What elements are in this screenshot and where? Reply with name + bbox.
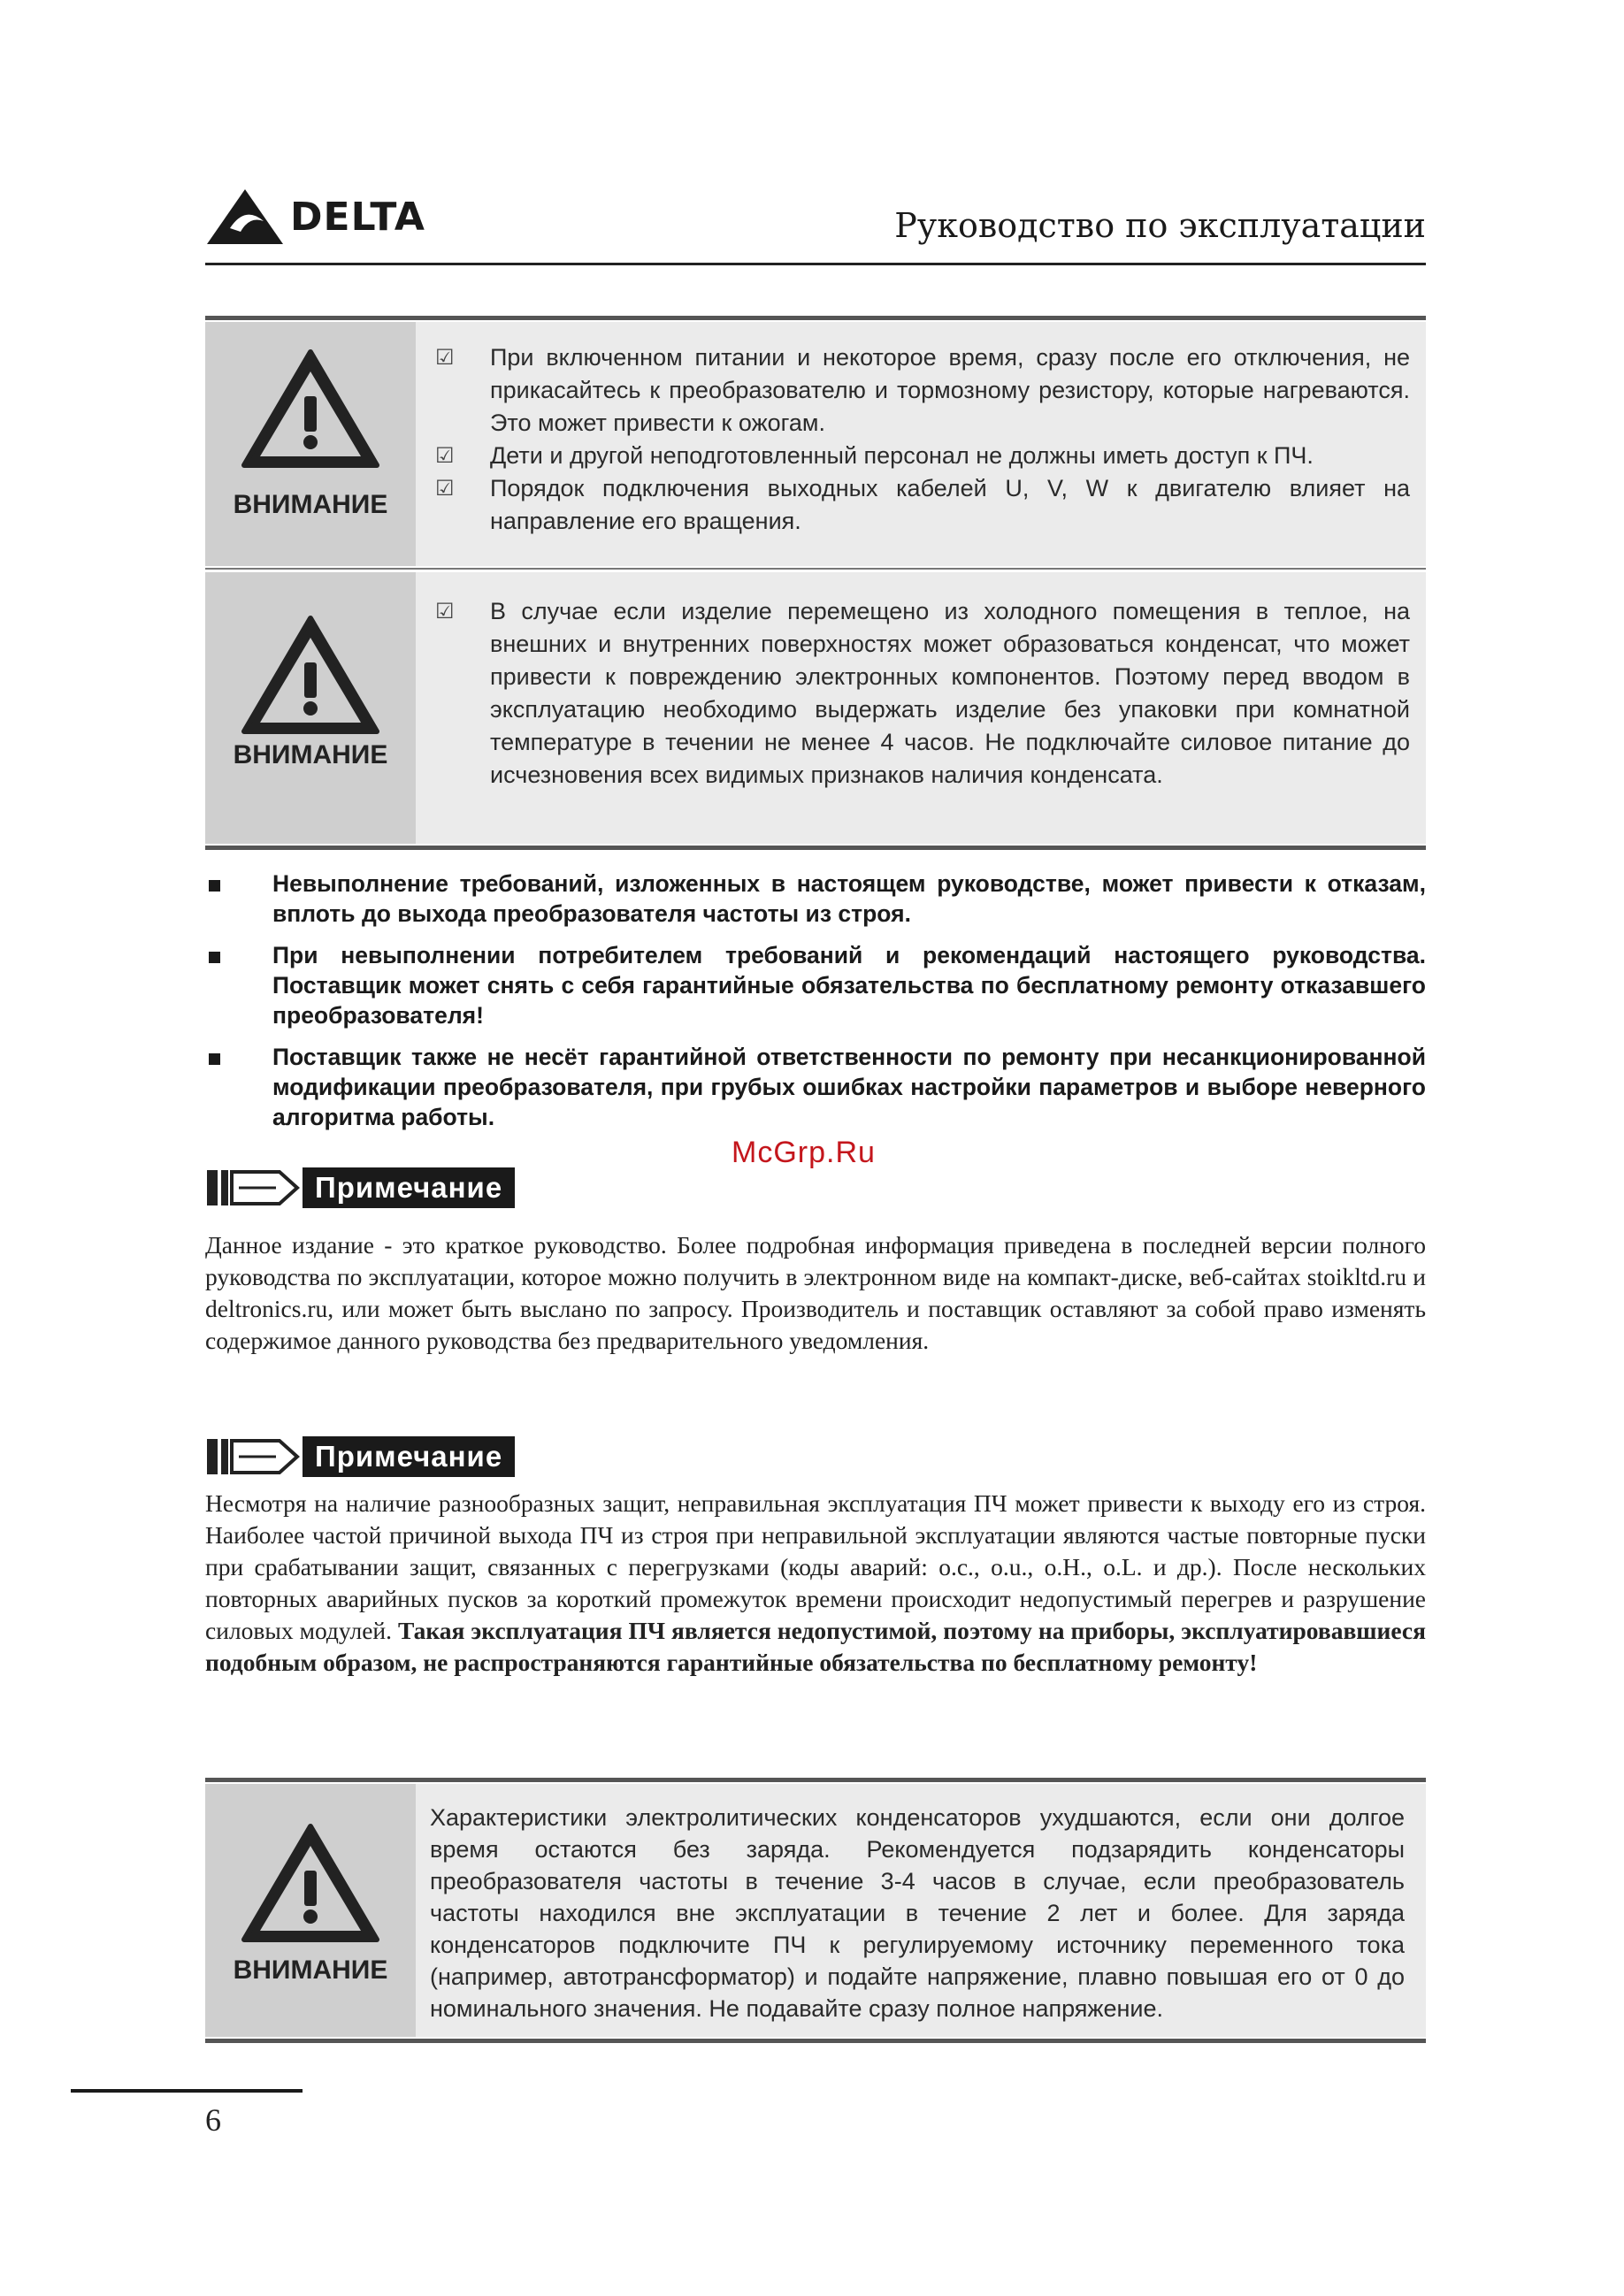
list-item: Поставщик также не несёт гарантийной ответственности по ремонту при несанкционированной модификации преобразователя, при грубых ошибках настройки параметров и выборе неверного алгоритма работы.: [205, 1042, 1426, 1132]
warning-content: [416, 1784, 1426, 2037]
header-divider: [205, 263, 1426, 265]
warning-panel: [205, 572, 416, 844]
checklist-item: ☑ Дети и другой неподготовленный персонал не должны иметь доступ к ПЧ.: [435, 440, 1410, 472]
checkbox-icon: ☑: [435, 443, 455, 468]
note-label: Примечание: [303, 1167, 515, 1208]
warning-panel: [205, 322, 416, 566]
note-heading-2: [205, 1436, 515, 1477]
box-top-rule: [205, 1778, 1426, 1782]
page-number: 6: [205, 2102, 221, 2138]
warning-text: Характеристики электролитических конденсаторов ухудшаются, если они долгое время остаются без заряда. Рекомендуется подзарядить конденсаторы преобразователя частоты в течение 3-4 часов в случае, если преобразователь частоты находился вне эксплуатации в течение 2 лет и более. Для заряда конденсаторов подключите ПЧ к регулируемому источнику переменного тока (например, автотрансформатор) и подайте напряжение, плавно повышая его от 0 до номинального значения. Не подавайте сразу полное напряжение.: [430, 1804, 1405, 2022]
note-label: Примечание: [303, 1436, 515, 1477]
list-item: При невыполнении потребителем требований и рекомендаций настоящего руководства. Поставщик может снять с себя гарантийные обязательства по бесплатному ремонту отказавшего преобразователя!: [205, 940, 1426, 1030]
note-text-2: Несмотря на наличие разнообразных защит, неправильная эксплуатация ПЧ может привести к выходу его из строя. Наиболее частой причиной выхода ПЧ из строя при неправильной эксплуатации являются частые повторные пуски при срабатывании защит, связанных с перегрузками (коды аварий: o.c., o.u., o.H., o.L. и др.). После нескольких повторных аварийных пусков за короткий промежуток времени происходит недопустимый перегрев и разрушение силовых модулей. Такая эксплуатация ПЧ является недопустимой, поэтому на приборы, эксплуатировавшиеся подобным образом, не распространяются гарантийные обязательства по бесплатному ремонту!: [205, 1489, 1426, 1676]
warning-box-2: [205, 570, 1426, 852]
warning-label: ВНИМАНИЕ: [233, 740, 388, 769]
warning-content: [416, 322, 1426, 566]
warning-triangle-icon: [241, 613, 380, 737]
brand-name: DELTA: [290, 194, 425, 240]
box-bottom-rule: [205, 846, 1426, 850]
delta-logo-icon: [205, 186, 285, 248]
checkbox-icon: ☑: [435, 476, 455, 501]
warning-content: [416, 572, 1426, 844]
checklist-item: ☑ В случае если изделие перемещено из холодного помещения в теплое, на внешних и внутренних поверхностях может образоваться конденсат, что может привести к повреждению электронных компонентов. Поэтому перед вводом в эксплуатацию необходимо выдержать изделие без упаковки при комнатной температуре в течении не менее 4 часов. Не подключайте силовое питание до исчезновения всех видимых признаков наличия конденсата.: [435, 595, 1410, 792]
box-bottom-rule: [205, 568, 1426, 570]
footer-divider: [71, 2089, 303, 2093]
bullet-square-icon: [205, 940, 272, 1030]
delta-logo: [205, 181, 425, 252]
page-title: Руководство по эксплуатации: [894, 206, 1426, 245]
warning-label: ВНИМАНИЕ: [233, 490, 388, 519]
warning-panel: [205, 1784, 416, 2037]
box-top-rule: [205, 316, 1426, 320]
watermark: McGrp.Ru: [732, 1136, 876, 1169]
warning-box-3: [205, 1778, 1426, 2045]
list-item: Невыполнение требований, изложенных в настоящем руководстве, может привести к отказам, вплоть до выхода преобразователя частоты из строя.: [205, 869, 1426, 929]
note-pen-icon: [205, 1436, 303, 1477]
note-bold-warning: Такая эксплуатация ПЧ является недопустимой, поэтому на приборы, эксплуатировавшиеся подобным образом, не распространяются гарантийные обязательства по бесплатному ремонту!: [205, 1617, 1426, 1676]
checklist-item: ☑ Порядок подключения выходных кабелей U, V, W к двигателю влияет на направление его вращения.: [435, 472, 1410, 538]
warranty-bullets: [205, 869, 1426, 1144]
bullet-square-icon: [205, 1042, 272, 1132]
note-text-1: Данное издание - это краткое руководство. Более подробная информация приведена в последней версии полного руководства по эксплуатации, которое можно получить в электронном виде на компакт-диске, веб-сайтах stoikltd.ru и deltronics.ru, или может быть выслано по запросу. Производитель и поставщик оставляют за собой право изменять содержимое данного руководства без предварительного уведомления.: [205, 1231, 1426, 1354]
warning-label: ВНИМАНИЕ: [233, 1955, 388, 1985]
warning-triangle-icon: [241, 347, 380, 471]
checklist-item: ☑ При включенном питании и некоторое время, сразу после его отключения, не прикасайтесь к преобразователю и тормозному резистору, которые нагреваются. Это может привести к ожогам.: [435, 341, 1410, 440]
note-pen-icon: [205, 1167, 303, 1208]
bullet-square-icon: [205, 869, 272, 929]
page-header: [205, 181, 1426, 270]
note-heading-1: [205, 1167, 515, 1208]
checkbox-icon: ☑: [435, 599, 455, 624]
box-bottom-rule: [205, 2039, 1426, 2043]
warning-box-1: [205, 316, 1426, 572]
checkbox-icon: ☑: [435, 345, 455, 370]
warning-triangle-icon: [241, 1821, 380, 1945]
